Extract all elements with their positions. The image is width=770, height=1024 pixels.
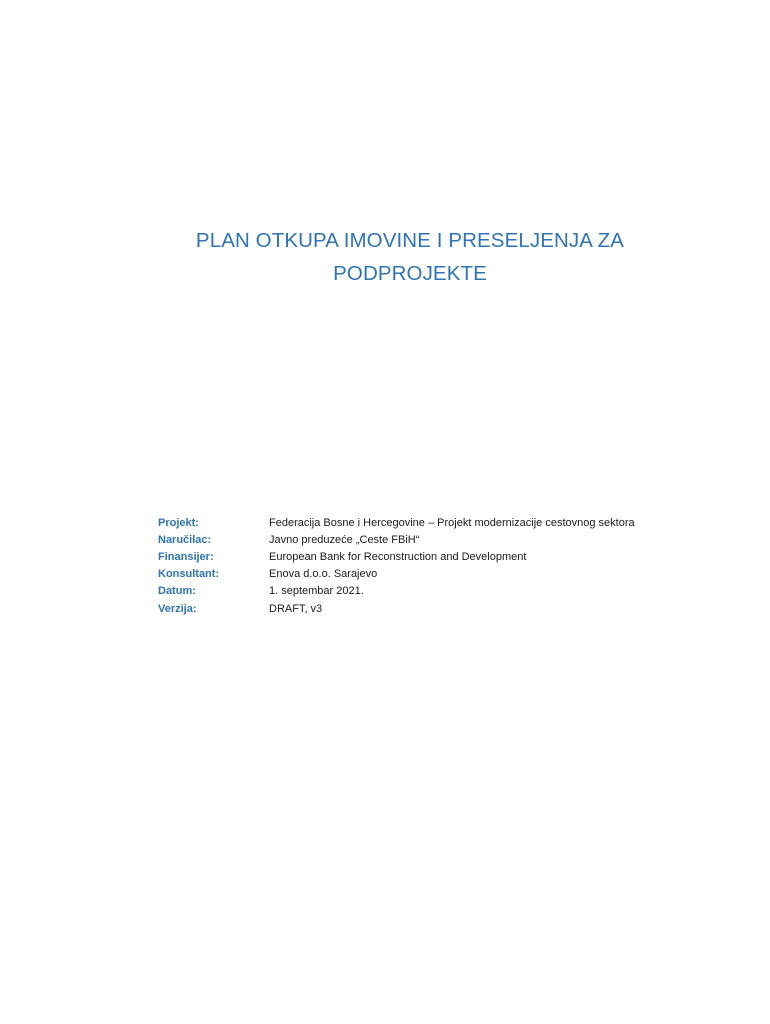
meta-key-financier: Finansijer: [158, 550, 214, 563]
meta-value-date: 1. septembar 2021. [269, 585, 364, 598]
meta-key-consultant: Konsultant: [158, 568, 220, 581]
document-title [110, 224, 710, 290]
meta-key-client: Naručilac: [158, 533, 212, 546]
document-metadata [158, 514, 718, 617]
meta-row-client [158, 531, 718, 548]
meta-row-project [158, 514, 718, 531]
meta-value-consultant: Enova d.o.o. Sarajevo [269, 568, 378, 581]
meta-key-version: Verzija: [158, 602, 197, 615]
meta-key-project: Projekt: [158, 516, 199, 529]
meta-value-version: DRAFT, v3 [269, 602, 323, 615]
meta-row-financier [158, 548, 718, 565]
meta-row-date [158, 583, 718, 600]
meta-value-financier: European Bank for Reconstruction and Development [269, 550, 527, 563]
title-line-2: PODPROJEKTE [333, 262, 487, 285]
meta-row-consultant [158, 566, 718, 583]
meta-key-date: Datum: [158, 585, 196, 598]
meta-row-version [158, 600, 718, 617]
title-line-1: PLAN OTKUPA IMOVINE I PRESELJENJA ZA [195, 229, 625, 252]
meta-value-project: Federacija Bosne i Hercegovine – Projekt modernizacije cestovnog sektora [269, 516, 635, 529]
meta-value-client: Javno preduzeće „Ceste FBiH“ [269, 533, 420, 546]
